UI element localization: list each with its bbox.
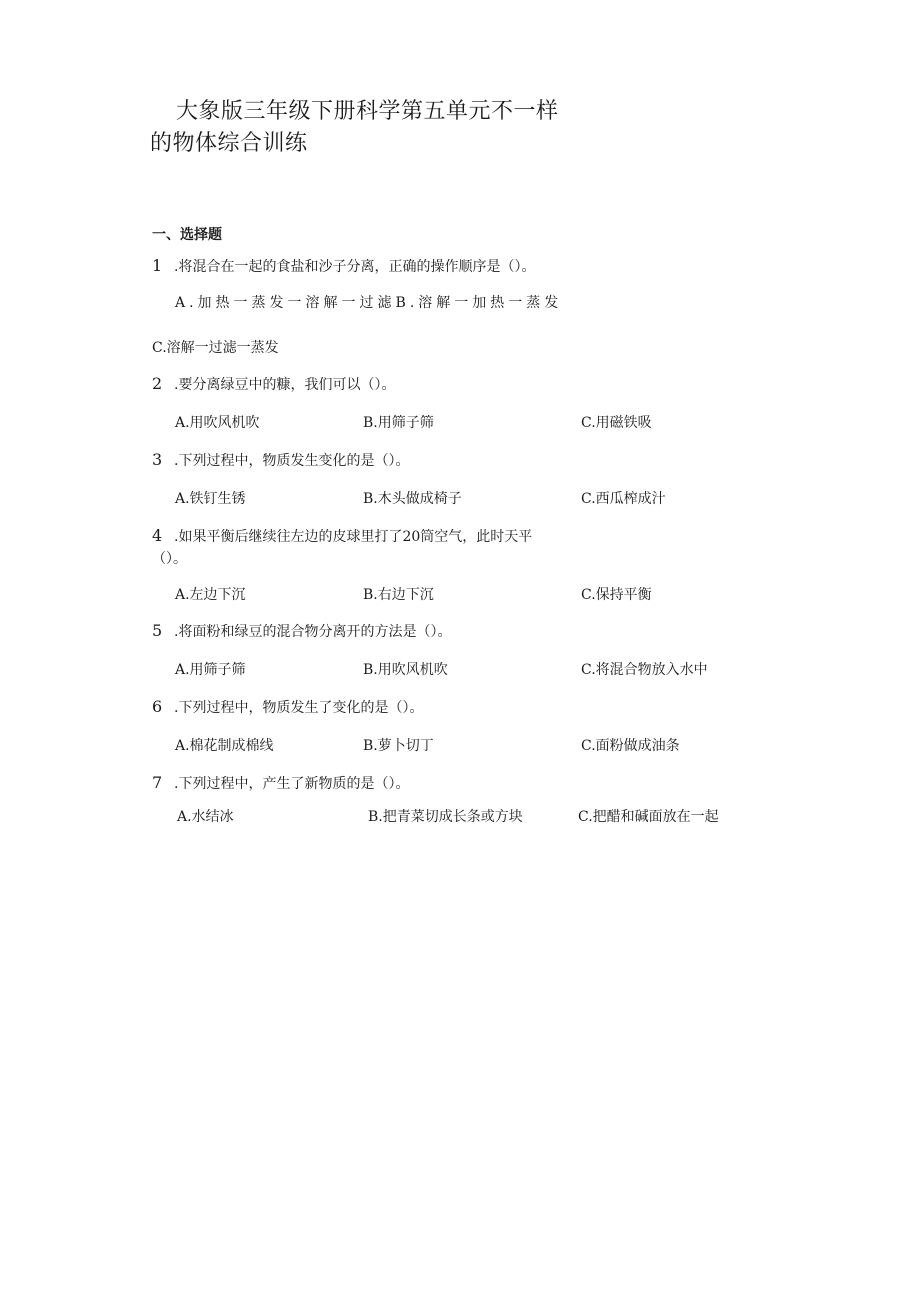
option-c: C.将混合物放入水中 [581, 662, 708, 678]
question-text: .下列过程中，物质发生了变化的是（）。 [174, 700, 424, 716]
option-a: A.水结冰 [177, 809, 234, 825]
option-b: B.用吹风机吹 [363, 662, 448, 678]
option-b: B.用筛子筛 [363, 415, 434, 431]
question-text: .下列过程中，产生了新物质的是（）。 [174, 776, 410, 792]
section-heading: 一、选择题 [152, 227, 222, 243]
document-title [150, 96, 610, 160]
question-number: 2 [152, 374, 163, 393]
question-4-text-line-2: （）。 [152, 551, 187, 567]
question-4 [152, 525, 592, 548]
question-1-option-c: C.溶解一过滤一蒸发 [152, 340, 279, 356]
option-a: A.铁钉生锈 [175, 491, 246, 507]
question-text: .将混合在一起的食盐和沙子分离，正确的操作顺序是（）。 [174, 259, 536, 275]
question-number: 6 [152, 697, 163, 716]
question-7 [152, 772, 409, 795]
question-6 [152, 696, 423, 719]
option-b: B.把青菜切成长条或方块 [368, 809, 523, 825]
question-text: .将面粉和绿豆的混合物分离开的方法是（）。 [174, 624, 452, 640]
option-c: C.把醋和碱面放在一起 [578, 809, 719, 825]
question-text: .如果平衡后继续往左边的皮球里打了20筒空气，此时天平 [174, 529, 533, 545]
question-number: 1 [152, 256, 163, 275]
question-1-options-ab: A.加热一蒸发一溶解一过滤B.溶解一加热一蒸发 [175, 295, 563, 311]
option-b: B.木头做成椅子 [363, 491, 462, 507]
question-text: .下列过程中，物质发生变化的是（）。 [174, 453, 410, 469]
question-number: 4 [152, 526, 163, 545]
question-text: .要分离绿豆中的糠，我们可以（）。 [174, 377, 396, 393]
option-a: A.用筛子筛 [175, 662, 246, 678]
question-number: 5 [152, 621, 163, 640]
option-c: C.西瓜榨成汁 [581, 491, 666, 507]
question-2 [152, 373, 395, 396]
question-number: 7 [152, 773, 163, 792]
option-c: C.用磁铁吸 [581, 415, 652, 431]
question-1 [152, 255, 535, 278]
option-b: B.右边下沉 [363, 587, 434, 603]
question-5 [152, 620, 451, 643]
option-a: A.用吹风机吹 [175, 415, 260, 431]
question-3 [152, 449, 409, 472]
option-c: C.保持平衡 [581, 587, 652, 603]
option-b: B.萝卜切丁 [363, 738, 434, 754]
question-number: 3 [152, 450, 163, 469]
option-c: C.面粉做成油条 [581, 738, 680, 754]
option-a: A.棉花制成棉线 [175, 738, 274, 754]
title-line-1: 大象版三年级下册科学第五单元不一样 [176, 99, 559, 124]
option-a: A.左边下沉 [175, 587, 246, 603]
title-line-2: 的物体综合训练 [150, 131, 308, 156]
